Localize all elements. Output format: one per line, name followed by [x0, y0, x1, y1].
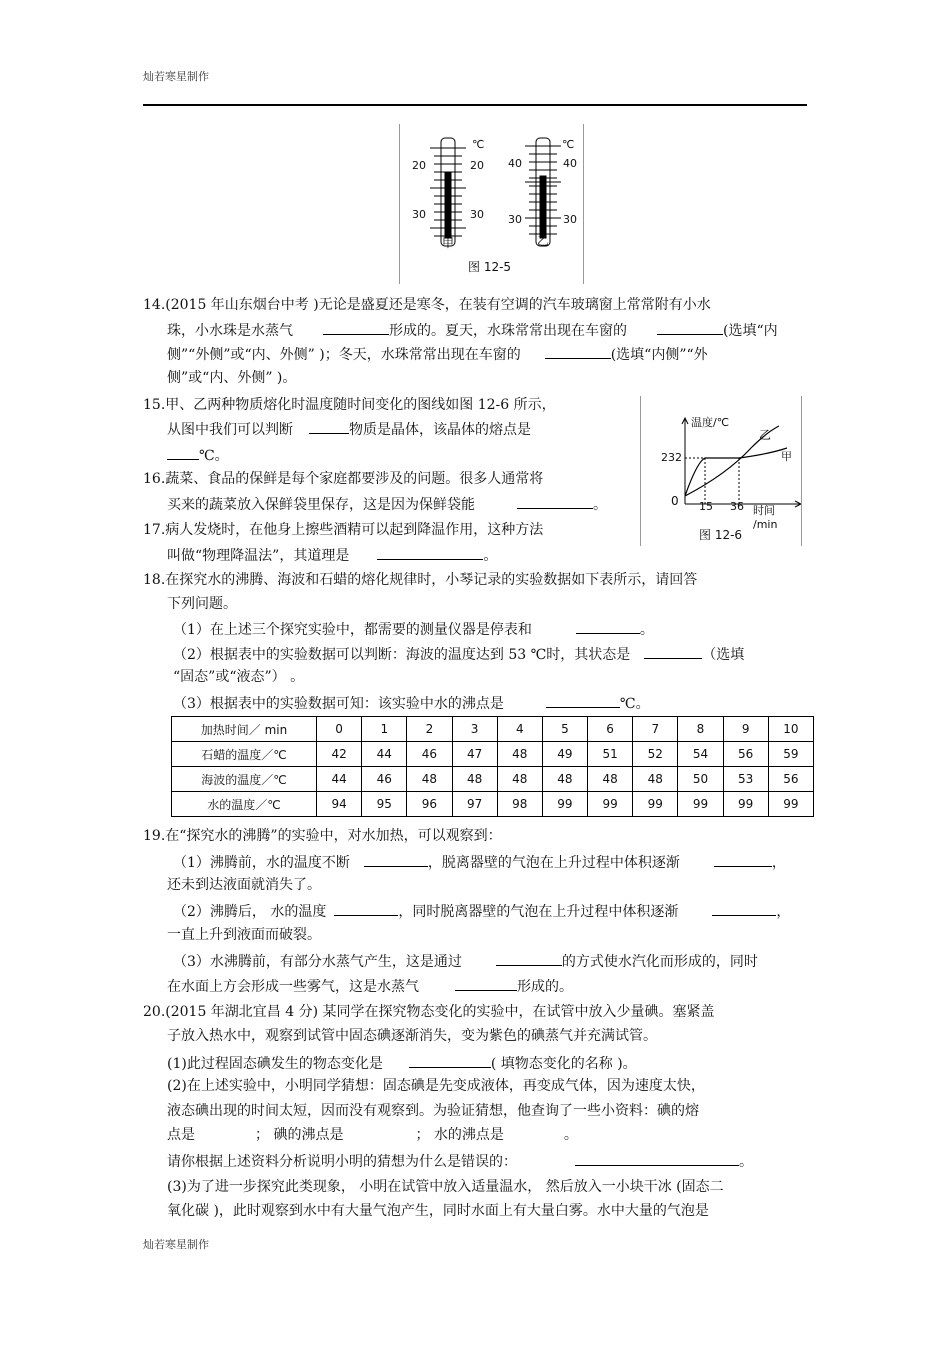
q14-blank-2[interactable]: [657, 321, 723, 335]
table-cell: 99: [542, 792, 587, 817]
table-cell: 48: [633, 767, 678, 792]
table-cell: 46: [407, 742, 452, 767]
table-row-header: [172, 717, 814, 742]
q20-part-3: (3)为了进一步探究此类现象， 小明在试管中放入适量温水， 然后放入一小块干冰 (固态二: [167, 1179, 724, 1195]
figure-12-5-caption: 图 12-5: [468, 260, 512, 274]
table-time-cell: 9: [723, 717, 768, 742]
table-cell: 59: [768, 742, 813, 767]
table-cell: 47: [452, 742, 497, 767]
unit-label-jia: ℃: [472, 138, 485, 151]
table-cell: 99: [768, 792, 813, 817]
tick-yi-left-bottom: 30: [508, 213, 522, 226]
table-time-cell: 0: [317, 717, 362, 742]
table-cell: 48: [497, 742, 542, 767]
table-cell: 46: [362, 767, 407, 792]
figure-12-6-caption: 图 12-6: [699, 528, 743, 542]
table-cell: 99: [678, 792, 723, 817]
q19-part-3: （3）水沸腾前，有部分水蒸气产生，这是通过 的方式使水汽化而形成的，同时: [173, 954, 758, 970]
q20-part-2: (2)在上述实验中，小明同学猜想：固态碘是先变成液体，再变成气体，因为速度太快，: [167, 1078, 705, 1094]
q20-line-1: 20.(2015 年湖北宜昌 4 分) 某同学在探究物态变化的实验中，在试管中放入少量碘。塞紧盖: [143, 1004, 715, 1020]
chart-ylabel: 温度/℃: [691, 416, 730, 429]
table-cell: 42: [317, 742, 362, 767]
experiment-data-table: [171, 716, 814, 817]
q14-blank-3[interactable]: [545, 345, 611, 359]
tick-jia-left-bottom: 30: [412, 208, 426, 221]
thermometers-illustration: [400, 124, 583, 254]
q19-part-1: （1）沸腾前，水的温度不断 ，脱离器壁的气泡在上升过程中体积逐渐 ，: [173, 855, 786, 871]
q18-line-1: 18.在探究水的沸腾、海波和石蜡的熔化规律时，小琴记录的实验数据如下表所示，请回答: [143, 572, 698, 588]
table-cell: 48: [497, 767, 542, 792]
chart-x-15: 15: [699, 500, 713, 513]
q15-line-1: 15.甲、乙两种物质熔化时温度随时间变化的图线如图 12-6 所示，: [143, 397, 556, 413]
table-cell: 94: [317, 792, 362, 817]
q18-blank-2[interactable]: [644, 645, 702, 659]
table-time-cell: 5: [542, 717, 587, 742]
tick-yi-right-bottom: 30: [563, 213, 577, 226]
q19-blank-5[interactable]: [496, 952, 562, 966]
table-cell: 48: [588, 767, 633, 792]
q15-line-2: 从图中我们可以判断 物质是晶体，该晶体的熔点是: [167, 422, 531, 438]
table-cell: 99: [633, 792, 678, 817]
q19-blank-6[interactable]: [455, 977, 517, 991]
table-time-cell: 7: [633, 717, 678, 742]
q19-part-2: （2）沸腾后， 水的温度 ，同时脱离器壁的气泡在上升过程中体积逐渐 ，: [173, 904, 791, 920]
q15-line-3: ℃。: [167, 446, 229, 464]
q20-line-2: 子放入热水中，观察到试管中固态碘逐渐消失，变为紫色的碘蒸气并充满试管。: [167, 1028, 657, 1044]
q20-part-3-line-2: 氧化碳 )，此时观察到水中有大量气泡产生，同时水面上有大量白雾。水中大量的气泡是: [167, 1203, 709, 1219]
row-label: 水的温度／℃: [172, 792, 317, 817]
table-cell: 98: [497, 792, 542, 817]
q16-blank[interactable]: [517, 495, 593, 509]
q14-line-2: 珠，小水珠是水蒸气 形成的。夏天，水珠常常出现在车窗的 (选填“内: [167, 323, 778, 339]
table-time-cell: 3: [452, 717, 497, 742]
q19-part-3-cont: 在水面上方会形成一些雾气，这是水蒸气 形成的。: [167, 979, 573, 995]
table-cell: 99: [588, 792, 633, 817]
q20-part-2-line-3: 点是 ； 碘的沸点是 ； 水的沸点是 。: [167, 1127, 578, 1143]
q17-line-1: 17.病人发烧时，在他身上擦些酒精可以起到降温作用，这种方法: [143, 522, 544, 538]
q17-line-2: 叫做“物理降温法”，其道理是 。: [167, 548, 498, 564]
table-cell: 50: [678, 767, 723, 792]
page-header: 灿若寒星制作: [143, 70, 209, 83]
unit-label-yi: ℃: [562, 138, 575, 151]
q17-blank[interactable]: [377, 546, 483, 560]
q19-blank-3[interactable]: [334, 902, 398, 916]
table-cell: 95: [362, 792, 407, 817]
table-time-cell: 1: [362, 717, 407, 742]
chart-y-232: 232: [661, 451, 682, 464]
table-row-water: [172, 792, 814, 817]
curve-label-jia: 甲: [781, 450, 792, 463]
q18-part-2: （2）根据表中的实验数据可以判断：海波的温度达到 53 ℃时，其状态是 （选填: [173, 647, 745, 663]
table-time-cell: 2: [407, 717, 452, 742]
table-cell: 54: [678, 742, 723, 767]
figure-12-5: [399, 124, 584, 284]
tick-yi-right-top: 40: [563, 157, 577, 170]
table-time-cell: 6: [588, 717, 633, 742]
q20-blank-1[interactable]: [409, 1054, 491, 1068]
table-cell: 51: [588, 742, 633, 767]
table-cell: 99: [723, 792, 768, 817]
figure-12-6: [640, 396, 802, 546]
row-label: 石蜡的温度／℃: [172, 742, 317, 767]
q20-part-2-line-2: 液态碘出现的时间太短，因而没有观察到。为验证猜想，他查询了一些小资料：碘的熔: [167, 1103, 699, 1119]
table-cell: 48: [452, 767, 497, 792]
table-cell: 48: [542, 767, 587, 792]
q19-part-1-cont: 还未到达液面就消失了。: [167, 877, 321, 893]
table-cell: 56: [723, 742, 768, 767]
q18-blank-1[interactable]: [576, 620, 640, 634]
q14-line-3: 侧”“外侧”或“内、外侧” )；冬天，水珠常常出现在车窗的 (选填“内侧”“外: [167, 347, 708, 363]
q16-line-1: 16.蔬菜、食品的保鲜是每个家庭都要涉及的问题。很多人通常将: [143, 471, 544, 487]
chart-x-0: 0: [671, 494, 679, 508]
table-cell: 44: [317, 767, 362, 792]
table-cell: 52: [633, 742, 678, 767]
table-row-paraffin: [172, 742, 814, 767]
header-rule: [143, 104, 807, 106]
table-cell: 44: [362, 742, 407, 767]
q15-blank-1[interactable]: [309, 420, 349, 434]
tick-yi-left-top: 40: [508, 157, 522, 170]
tick-jia-right-top: 20: [470, 159, 484, 172]
row-label: 海波的温度／℃: [172, 767, 317, 792]
q14-line-1: 14.(2015 年山东烟台中考 )无论是盛夏还是寒冬，在装有空调的汽车玻璃窗上常常附有小水: [143, 297, 711, 313]
tick-jia-right-bottom: 30: [470, 208, 484, 221]
table-cell: 96: [407, 792, 452, 817]
table-time-cell: 8: [678, 717, 723, 742]
q19-part-2-cont: 一直上升到液面而破裂。: [167, 927, 321, 943]
q15-blank-2[interactable]: [167, 446, 199, 460]
chart-x-36: 36: [730, 500, 744, 513]
q20-part-1: (1)此过程固态碘发生的物态变化是 ( 填物态变化的名称 )。: [167, 1056, 637, 1072]
q19-line-1: 19.在“探究水的沸腾”的实验中，对水加热，可以观察到：: [143, 828, 502, 844]
q18-part-3: （3）根据表中的实验数据可知：该实验中水的沸点是 ℃。: [173, 696, 650, 712]
q20-part-2-line-4: 请你根据上述资料分析说明小明的猜想为什么是错误的： 。: [167, 1154, 753, 1170]
label-yi: 乙: [537, 234, 550, 248]
q16-line-2: 买来的蔬菜放入保鲜袋里保存，这是因为保鲜袋能 。: [167, 497, 607, 513]
curve-label-yi: 乙: [759, 428, 772, 442]
table-time-cell: 4: [497, 717, 542, 742]
table-cell: 56: [768, 767, 813, 792]
page-footer: 灿若寒星制作: [143, 1238, 209, 1251]
q19-blank-4[interactable]: [712, 902, 776, 916]
table-cell: 48: [407, 767, 452, 792]
q19-blank-1[interactable]: [364, 853, 428, 867]
tick-jia-left-top: 20: [412, 159, 426, 172]
q20-blank-2[interactable]: [575, 1152, 739, 1166]
label-jia: 甲: [442, 236, 455, 250]
q18-part-1: （1）在上述三个探究实验中，都需要的测量仪器是停表和 。: [173, 622, 654, 638]
q18-line-2: 下列问题。: [167, 596, 237, 612]
q14-line-4: 侧”或“内、外侧” )。: [167, 370, 297, 386]
table-cell: 97: [452, 792, 497, 817]
table-row-hypo: [172, 767, 814, 792]
q18-part-2-cont: “固态”或“液态”） 。: [173, 669, 305, 685]
table-cell: 49: [542, 742, 587, 767]
q19-blank-2[interactable]: [714, 853, 772, 867]
q18-blank-3[interactable]: [546, 694, 620, 708]
table-cell: 53: [723, 767, 768, 792]
chart-xlabel: 时间 /min: [753, 504, 778, 531]
table-header-label: 加热时间／ min: [172, 717, 317, 742]
table-time-cell: 10: [768, 717, 813, 742]
q14-blank-1[interactable]: [323, 321, 389, 335]
